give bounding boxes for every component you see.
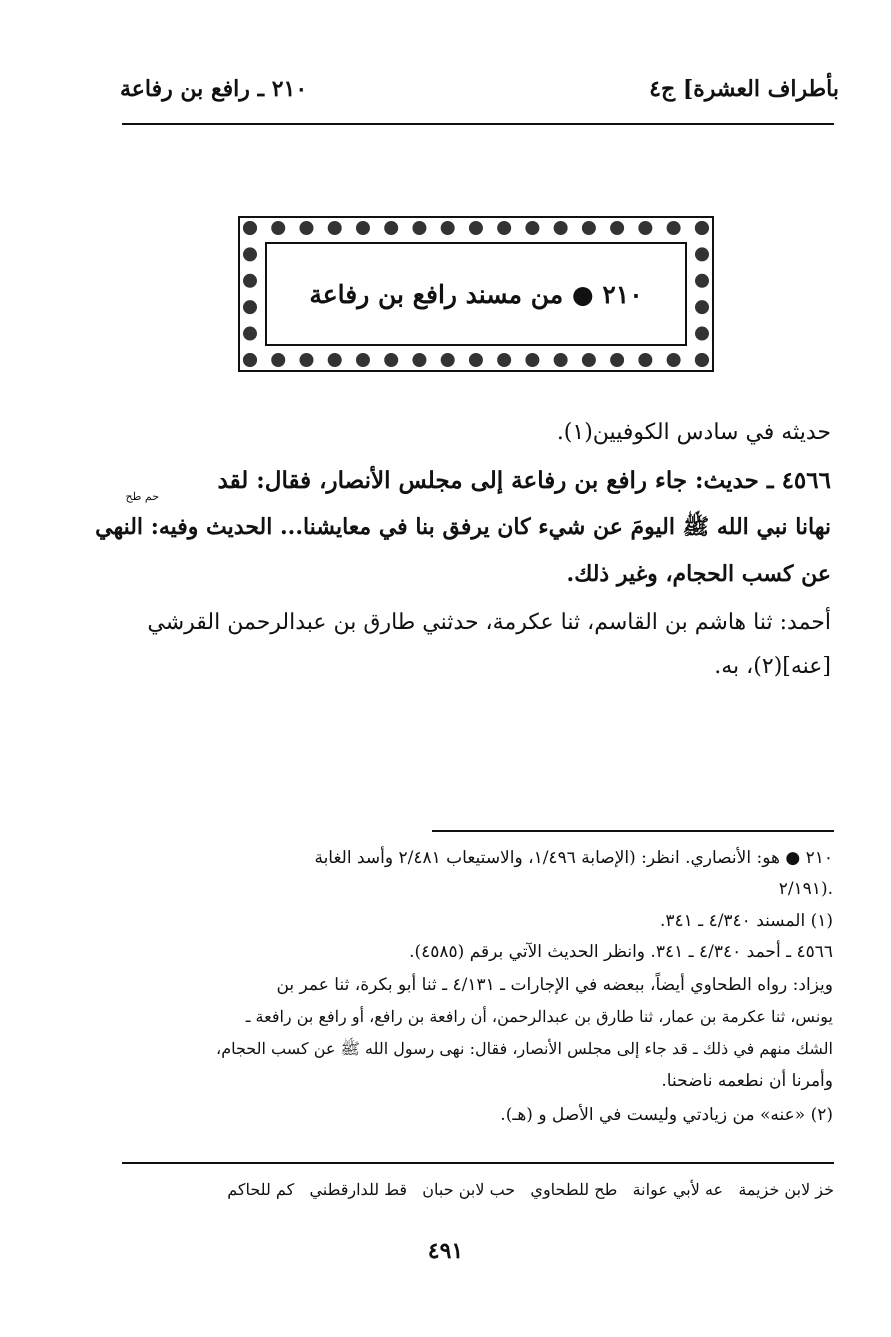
musnad-title: ٢١٠ ● من مسند رافع بن رفاعة [309,279,643,309]
page-number: ٤٩١ [427,1238,464,1264]
header-rule [122,123,834,125]
isnad-line-2: [عنه](٢)، به. [714,654,831,679]
footnote-line: يونس، ثنا عكرمة بن عمار، ثنا طارق بن عبدالرحمن، أن رافعة بن رافع، أو رافع بن رافعة ـ [245,1007,833,1026]
footnote-line: (٢) «عنه» من زيادتي وليست في الأصل و (هـ). [500,1105,833,1125]
ornamental-frame [238,216,714,372]
footnote-line: ويزاد: رواه الطحاوي أيضاً، ببعضه في الإجارات ـ ٤/١٣١ ـ ثنا أبو بكرة، ثنا عمر بن [276,975,833,995]
footnote-line: وأمرنا أن نطعمه ناضحنا. [661,1071,833,1091]
frame-inner-box [265,242,687,346]
footnote-line: ٢/١٩١). [778,879,833,899]
running-header-left: ٢١٠ ـ رافع بن رفاعة [120,76,308,102]
sigla-key: خز لابن خزيمة عه لأبي عوانة طح للطحاوي حب لابن حبان قط للدارقطني كم للحاكم [227,1180,834,1199]
hadith-line-1: ٤٥٦٦ ـ حديث: جاء رافع بن رفاعة إلى مجلس الأنصار، فقال: لقد [217,467,831,494]
running-header-right: بأطراف العشرة] ج٤ [649,76,839,102]
hadith-siglum-marks: حم طح [125,490,159,503]
footnote-line: الشك منهم في ذلك ـ قد جاء إلى مجلس الأنصار، فقال: نهى رسول الله ﷺ عن كسب الحجام، [216,1039,833,1058]
sigla-rule [122,1162,834,1164]
footnote-line: ٢١٠ ● هو: الأنصاري. انظر: (الإصابة ١/٤٩٦، والاستيعاب ٢/٤٨١ وأسد الغابة [314,848,833,868]
isnad-line-1: أحمد: ثنا هاشم بن القاسم، ثنا عكرمة، حدثني طارق بن عبدالرحمن القرشي [147,610,831,635]
intro-line: حديثه في سادس الكوفيين(١). [556,420,831,445]
hadith-line-3: عن كسب الحجام، وغير ذلك. [566,561,831,587]
footnote-line: (١) المسند ٤/٣٤٠ ـ ٣٤١. [659,911,833,931]
footnote-separator [432,830,834,832]
footnote-line: ٤٥٦٦ ـ أحمد ٤/٣٤٠ ـ ٣٤١. وانظر الحديث الآتي برقم (٤٥٨٥). [409,942,833,962]
hadith-line-2: نهانا نبي الله ﷺ اليومَ عن شيء كان يرفق بنا في معايشنا... الحديث وفيه: النهي [95,514,831,540]
